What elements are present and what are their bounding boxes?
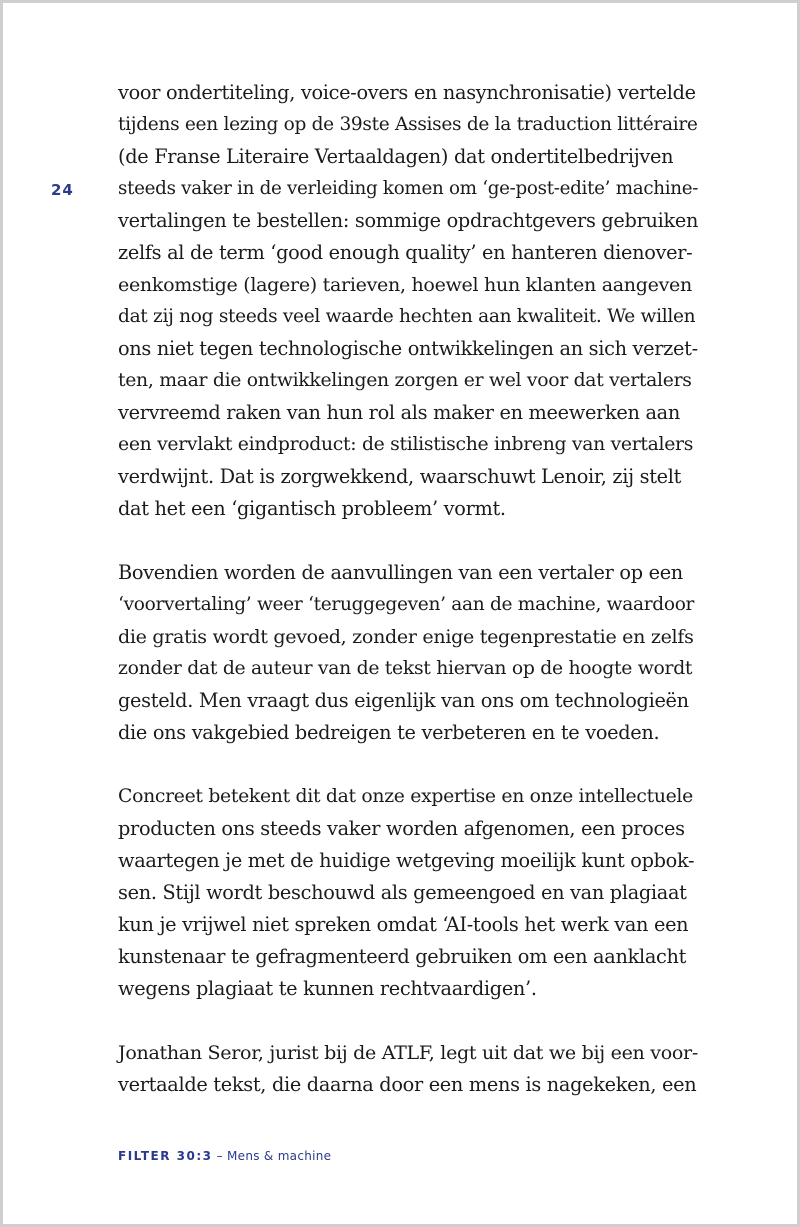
- journal-title: FILTER 30:3: [118, 1149, 213, 1163]
- body-text: [118, 77, 698, 1133]
- text-line: verdwijnt. Dat is zorgwekkend, waarschuwt Lenoir, zij stelt: [118, 465, 682, 488]
- text-line: vertalingen te bestellen: sommige opdrachtgevers gebruiken: [118, 209, 699, 232]
- text-line: (de Franse Literaire Vertaaldagen) dat ondertitelbedrijven: [118, 145, 674, 168]
- paragraph-2: [118, 557, 698, 749]
- text-line: kunstenaar te gefragmenteerd gebruiken om een aanklacht: [118, 945, 687, 968]
- paragraph-4: [118, 1037, 698, 1101]
- running-footer: [118, 1149, 331, 1163]
- text-line: Bovendien worden de aanvullingen van een vertaler op een: [118, 561, 683, 584]
- text-line: Jonathan Seror, jurist bij de ATLF, legt uit dat we bij een voor-: [118, 1042, 698, 1064]
- text-line: tijdens een lezing op de 39ste Assises de la traduction littéraire: [118, 114, 698, 135]
- text-line: zelfs al de term ‘good enough quality’ en hanteren dienover-: [118, 241, 693, 264]
- text-line: producten ons steeds vaker worden afgenomen, een proces: [118, 817, 685, 840]
- text-line: zonder dat de auteur van de tekst hiervan op de hoogte wordt: [118, 658, 693, 679]
- text-line: dat zij nog steeds veel waarde hechten aan kwaliteit. We willen: [118, 306, 696, 327]
- text-line: die ons vakgebied bedreigen te verbeteren en te voeden.: [118, 721, 660, 744]
- issue-theme: Mens & machine: [227, 1149, 332, 1163]
- text-line: waartegen je met de huidige wetgeving moeilijk kunt opbok-: [118, 849, 695, 872]
- text-line: kun je vrijwel niet spreken omdat ‘AI-tools het werk van een: [118, 913, 689, 936]
- paragraph-1: [118, 77, 698, 525]
- text-line: ons niet tegen technologische ontwikkelingen an sich verzet-: [118, 337, 698, 360]
- text-line: ‘voorvertaling’ weer ‘teruggegeven’ aan de machine, waardoor: [118, 594, 695, 615]
- text-line: voor ondertiteling, voice-overs en nasynchronisatie) vertelde: [118, 81, 696, 104]
- text-line: eenkomstige (lagere) tarieven, hoewel hun klanten aangeven: [118, 274, 692, 296]
- text-line: die gratis wordt gevoed, zonder enige tegenprestatie en zelfs: [118, 626, 694, 648]
- text-line: een vervlakt eindproduct: de stilistische inbreng van vertalers: [118, 434, 694, 455]
- text-line: sen. Stijl wordt beschouwd als gemeengoed en van plagiaat: [118, 881, 687, 904]
- text-line: vertaalde tekst, die daarna door een mens is nagekeken, een: [118, 1073, 697, 1096]
- text-line: Concreet betekent dit dat onze expertise en onze intellectuele: [118, 786, 693, 807]
- text-line: dat het een ‘gigantisch probleem’ vormt.: [118, 497, 506, 520]
- text-line: steeds vaker in de verleiding komen om ‘ge-post-edite’ machine-: [118, 178, 699, 199]
- text-line: wegens plagiaat te kunnen rechtvaardigen’.: [118, 977, 537, 1000]
- footer-separator: –: [212, 1149, 228, 1163]
- page-number: 24: [51, 181, 74, 199]
- text-line: ten, maar die ontwikkelingen zorgen er wel voor dat vertalers: [118, 370, 692, 391]
- text-line: gesteld. Men vraagt dus eigenlijk van ons om technologieën: [118, 689, 689, 712]
- paragraph-3: [118, 781, 698, 1005]
- text-line: vervreemd raken van hun rol als maker en meewerken aan: [118, 401, 680, 424]
